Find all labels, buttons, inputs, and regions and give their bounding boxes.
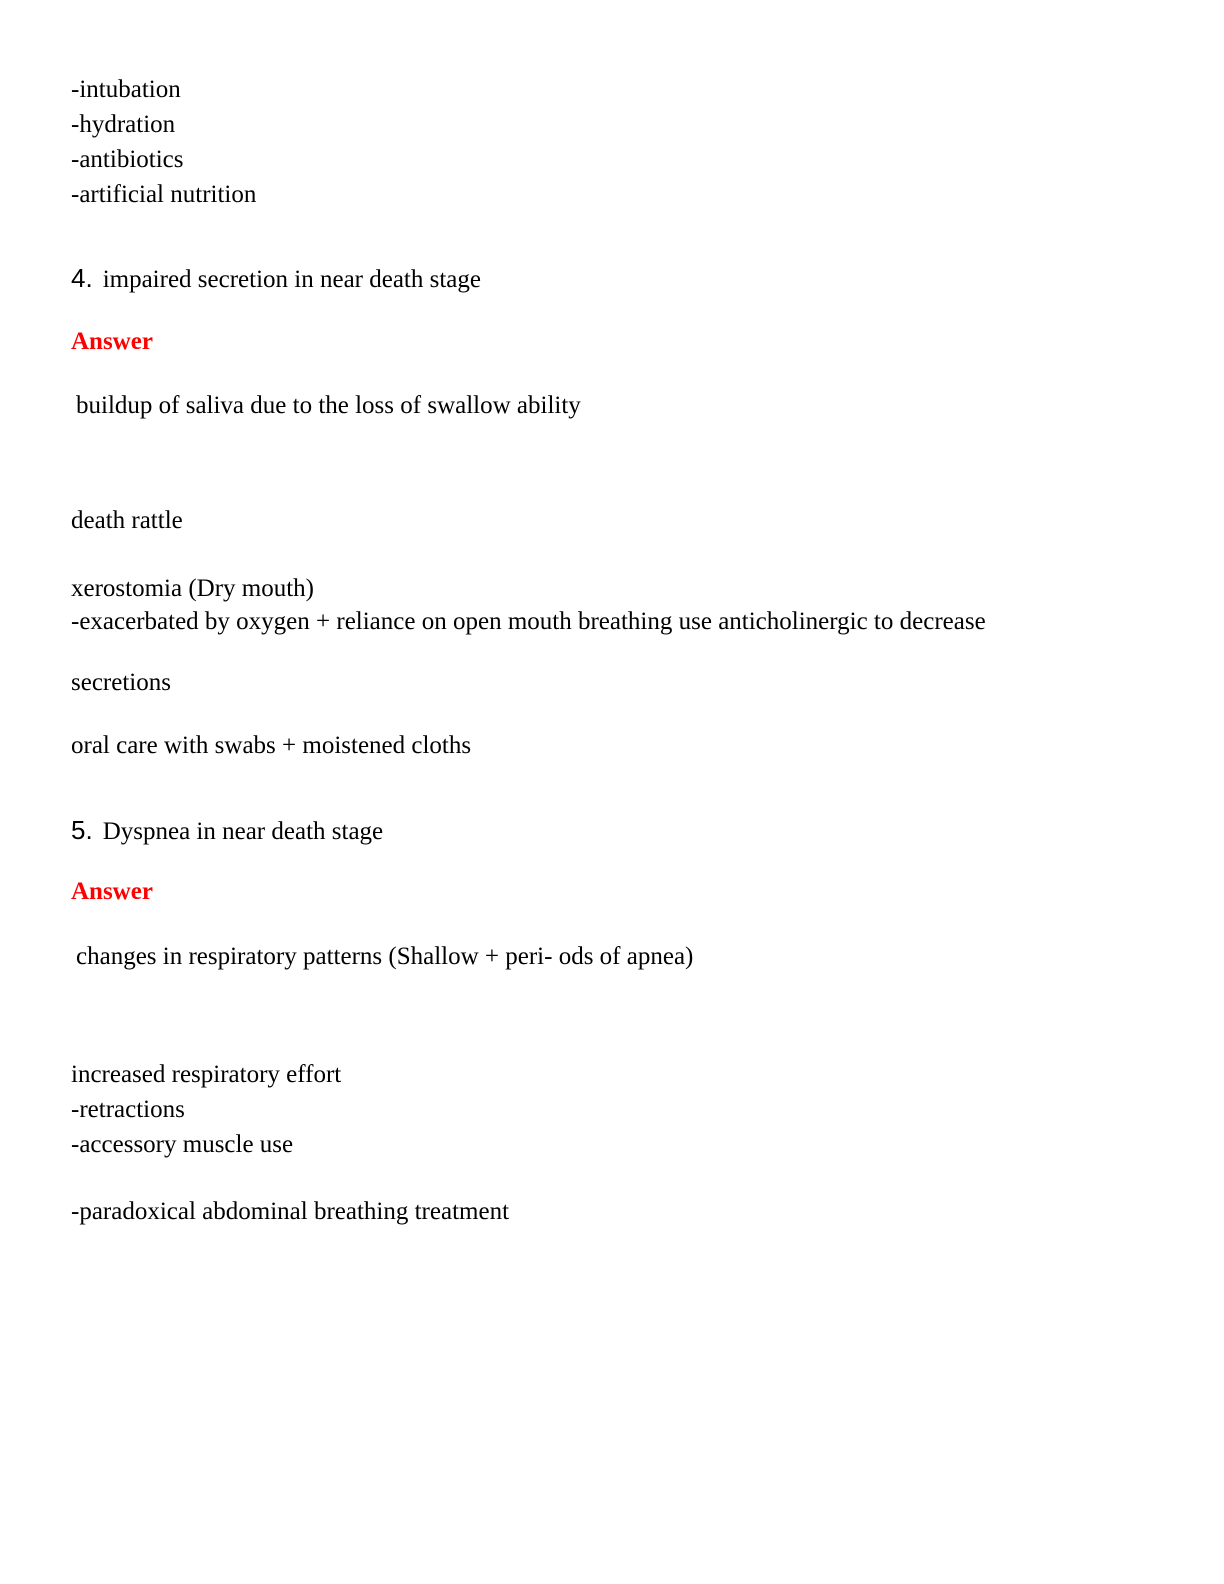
note-line: -retractions: [71, 1096, 185, 1123]
note-line: death rattle: [71, 507, 183, 534]
question-number: 4.: [71, 263, 93, 293]
answer-text: buildup of saliva due to the loss of swallow ability: [76, 392, 581, 419]
question-5: [71, 815, 383, 847]
note-line: increased respiratory effort: [71, 1061, 342, 1088]
list-item: -artificial nutrition: [71, 181, 257, 208]
note-line: -paradoxical abdominal breathing treatment: [71, 1198, 510, 1225]
note-line: oral care with swabs + moistened cloths: [71, 732, 472, 759]
question-text: Dyspnea in near death stage: [102, 818, 384, 845]
list-item: -intubation: [71, 76, 181, 103]
answer-label: Answer: [71, 328, 153, 355]
answer-label: Answer: [71, 878, 153, 905]
note-line: secretions: [71, 669, 171, 696]
answer-text: changes in respiratory patterns (Shallow + peri- ods of apnea): [76, 943, 694, 970]
note-line: -exacerbated by oxygen + reliance on open mouth breathing use anticholinergic to decrease: [71, 608, 986, 635]
question-text: impaired secretion in near death stage: [102, 266, 481, 293]
list-item: -antibiotics: [71, 146, 184, 173]
list-item: -hydration: [71, 111, 176, 138]
question-4: [71, 263, 481, 295]
question-number: 5.: [71, 815, 93, 845]
note-line: -accessory muscle use: [71, 1131, 294, 1158]
note-line: xerostomia (Dry mouth): [71, 575, 315, 602]
